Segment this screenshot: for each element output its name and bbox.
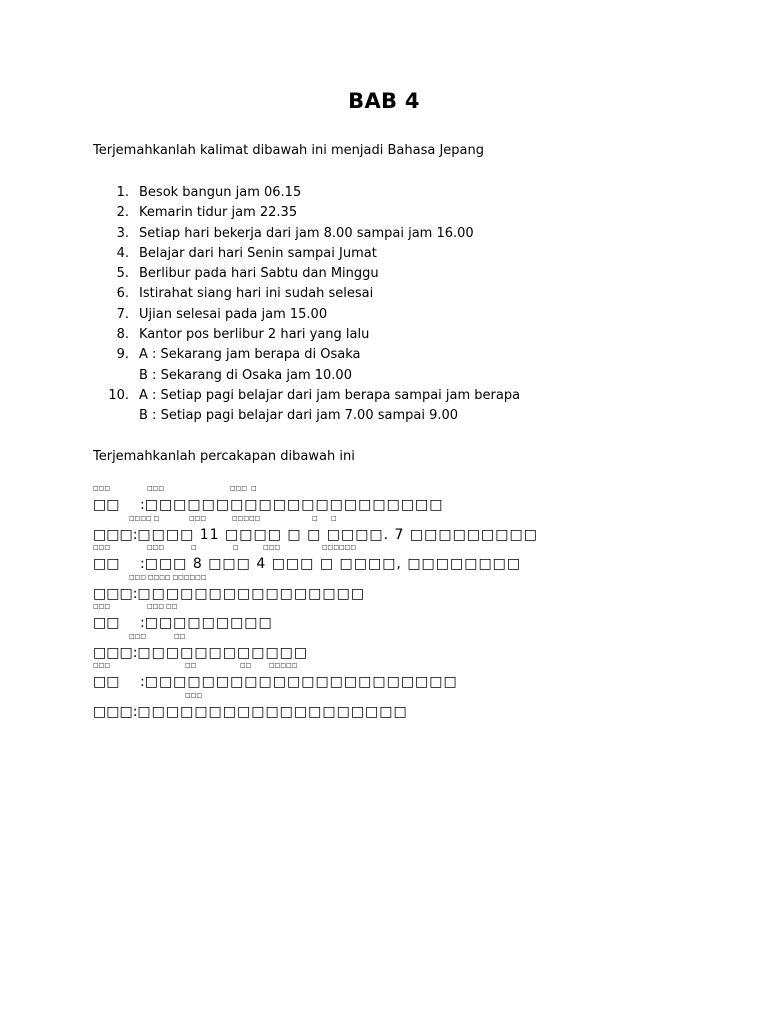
list-item-text: Belajar dari hari Senin sampai Jumat (139, 245, 377, 261)
speaker-label: □□ (93, 497, 120, 513)
furigana-row (93, 515, 693, 523)
list-item-text: A : Sekarang jam berapa di Osaka (139, 347, 361, 363)
furigana-text: □□□ (147, 485, 165, 492)
speaker-name (93, 614, 140, 632)
dialogue-line (93, 485, 693, 515)
furigana-text: □□□□□ (232, 514, 261, 522)
list-item-number: 7. (116, 306, 129, 322)
speaker-label: □□ (93, 674, 120, 690)
speaker-colon: : (132, 644, 138, 661)
list-item-text: Kantor pos berlibur 2 hari yang lalu (139, 327, 370, 343)
list-item-text: Ujian selesai pada jam 15.00 (139, 306, 328, 322)
furigana-text: □□ (174, 632, 186, 640)
dialogue-text: □□□□□□□□□□□□ (137, 644, 309, 661)
furigana-text: □□□ (93, 544, 111, 551)
list-item-number: 4. (116, 245, 129, 261)
furigana-row (93, 633, 693, 641)
furigana-text: □□□ (93, 662, 111, 669)
dialogue-text: □□□ 8 □□□ 4 □□□ □ □□□□, □□□□□□□□ (144, 556, 522, 572)
speaker-colon: : (132, 585, 138, 602)
list-item-number: 2. (116, 205, 129, 221)
dialogue-text: □□□□□□□□□□□□□□□□ (137, 585, 366, 602)
speaker-colon: : (140, 674, 145, 690)
list-item-number: 8. (116, 327, 129, 343)
dialogue-text-row (93, 555, 521, 573)
speaker-label: □□□ (93, 644, 133, 661)
list-item-number: 1. (116, 185, 129, 200)
list-item-number: 3. (116, 225, 129, 241)
list-item-number: 9. (116, 347, 129, 363)
furigana-text: □□□□□ (269, 662, 298, 669)
furigana-text: □□□ □□ (147, 603, 178, 610)
dialogue-text-row (93, 644, 308, 662)
speaker-colon: : (132, 703, 138, 720)
list-item-text: Setiap hari bekerja dari jam 8.00 sampai jam 16.00 (139, 225, 474, 241)
dialogue-text: □□□□□□□□□□□□□□□□□□□ (137, 703, 408, 720)
speaker-label: □□ (93, 556, 120, 572)
dialogue-line (93, 633, 693, 663)
speaker-name (93, 644, 133, 662)
list-item-number: 10. (108, 387, 129, 403)
speaker-colon: : (140, 615, 145, 631)
furigana-text: □□□ (129, 632, 147, 640)
furigana-text: □□□□□□ (322, 544, 357, 551)
dialogue-line (93, 692, 693, 722)
dialogue-text-row (93, 496, 444, 514)
furigana-text: □□□ (230, 485, 248, 492)
dialogue-text: □□□□ 11 □□□□ □ □ □□□□. 7 □□□□□□□□□ (137, 526, 538, 543)
dialogue-text: □□□□□□□□□□□□□□□□□□□□□ (144, 497, 444, 513)
furigana-text: □□□ (263, 544, 281, 551)
furigana-text: □□□ □□□□ □□□□□□ (129, 573, 207, 581)
speaker-name (93, 496, 140, 514)
dialogue-line (93, 544, 693, 574)
speaker-colon: : (140, 556, 145, 572)
furigana-text: □□□ (93, 485, 111, 492)
furigana-row (93, 662, 693, 670)
furigana-text: □□ (240, 662, 252, 669)
list-item-text: B : Sekarang di Osaka jam 10.00 (139, 367, 352, 383)
speaker-name (93, 703, 133, 721)
dialogue-line (93, 574, 693, 604)
list-item-text: Besok bangun jam 06.15 (139, 185, 302, 200)
speaker-colon: : (132, 526, 138, 543)
instruction-translate-dialogue: Terjemahkanlah percakapan dibawah ini (93, 449, 355, 464)
speaker-label: □□□ (93, 526, 133, 543)
furigana-text: □□□ (93, 603, 111, 610)
furigana-row (93, 603, 693, 611)
furigana-text: □□□□ □ (129, 514, 160, 522)
furigana-row (93, 574, 693, 582)
dialogue-block (93, 485, 693, 721)
document-title: BAB 4 (348, 89, 420, 113)
instruction-translate-sentences: Terjemahkanlah kalimat dibawah ini menjadi Bahasa Jepang (93, 143, 484, 158)
dialogue-text-row (93, 526, 538, 544)
furigana-text: □ (251, 485, 257, 492)
list-item-text: A : Setiap pagi belajar dari jam berapa sampai jam berapa (139, 387, 521, 403)
list-item-number: 6. (116, 286, 129, 302)
speaker-name (93, 526, 133, 544)
speaker-label: □□□ (93, 585, 133, 602)
list-item-text: B : Setiap pagi belajar dari jam 7.00 sampai 9.00 (139, 408, 459, 424)
dialogue-text-row (93, 614, 273, 632)
dialogue-line (93, 603, 693, 633)
furigana-text: □ (312, 514, 318, 522)
speaker-label: □□ (93, 615, 120, 631)
furigana-text: □ (233, 544, 239, 551)
dialogue-text-row (93, 703, 408, 721)
dialogue-line (93, 662, 693, 692)
speaker-name (93, 585, 133, 603)
speaker-colon: : (140, 497, 145, 513)
dialogue-text-row (93, 673, 458, 691)
dialogue-text: □□□□□□□□□ (144, 615, 273, 631)
furigana-text: □□ (185, 662, 197, 669)
furigana-text: □□□ (189, 514, 207, 522)
dialogue-text-row (93, 585, 365, 603)
furigana-row (93, 544, 693, 552)
list-item-text: Kemarin tidur jam 22.35 (139, 205, 298, 221)
speaker-label: □□□ (93, 703, 133, 720)
furigana-text: □ (191, 544, 197, 551)
dialogue-text: □□□□□□□□□□□□□□□□□□□□□□ (144, 674, 458, 690)
list-item-number: 5. (116, 266, 129, 282)
furigana-text: □ (331, 514, 337, 522)
furigana-text: □□□ (185, 691, 203, 699)
list-item-text: Istirahat siang hari ini sudah selesai (139, 286, 374, 302)
furigana-text: □□□ (147, 544, 165, 551)
speaker-name (93, 555, 140, 573)
furigana-row (93, 692, 693, 700)
list-item-text: Berlibur pada hari Sabtu dan Minggu (139, 266, 379, 282)
speaker-name (93, 673, 140, 691)
dialogue-line (93, 515, 693, 545)
furigana-row (93, 485, 693, 493)
